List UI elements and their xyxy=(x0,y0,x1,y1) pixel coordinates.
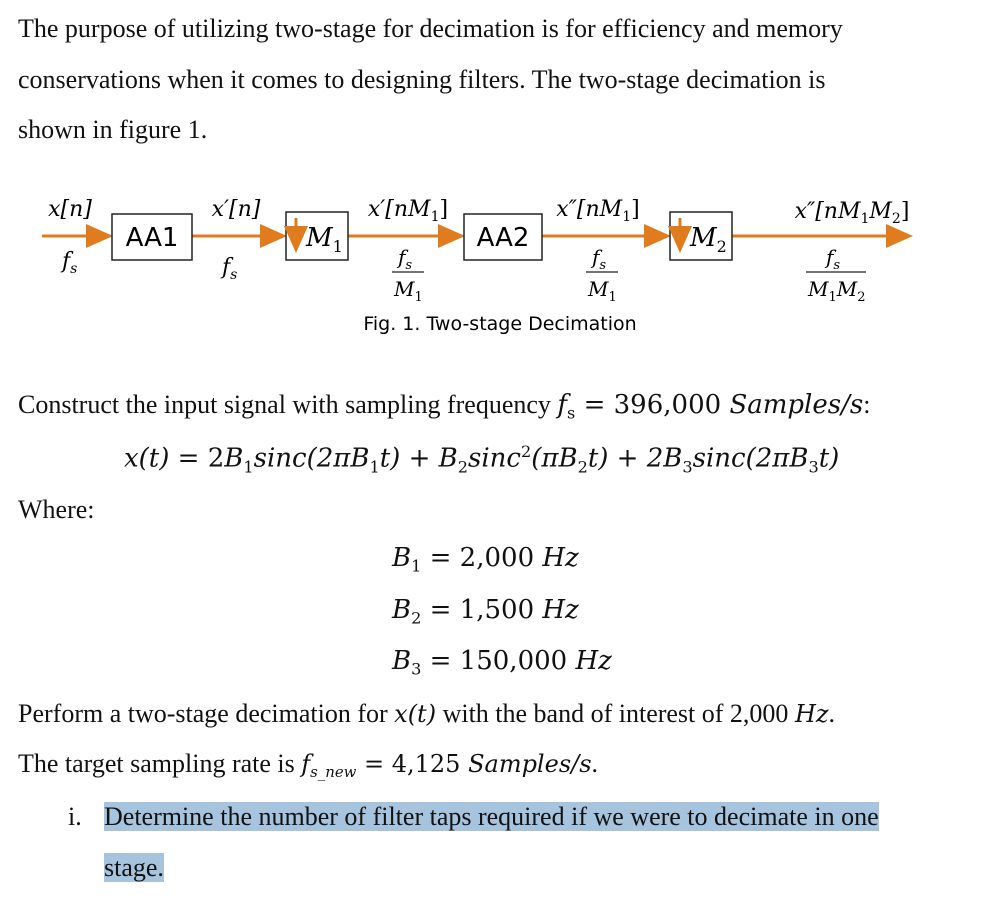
question-line-1 xyxy=(104,802,879,832)
intro-line-3: shown in figure 1. xyxy=(18,115,208,144)
where-label: Where: xyxy=(18,495,95,524)
b2-value: $B_2 = 1,500$ Hz xyxy=(392,595,579,628)
b3-value: $B_3 = 150,000$ Hz xyxy=(392,646,612,679)
signal-xp-n: x′[n] xyxy=(211,197,261,222)
rate-fs-aa1: $f_s$ xyxy=(222,255,238,283)
construct-text: Construct the input signal with sampling frequency xyxy=(18,390,558,419)
question-number: i. xyxy=(68,802,82,831)
signal-xpp-nM1: $x''[nM_1]$ xyxy=(556,197,640,225)
intro-line-2: conservations when it comes to designing filters. The two-stage decimation is xyxy=(18,65,826,94)
construct-colon: : xyxy=(863,390,871,419)
construct-fs: $f_s$ xyxy=(557,390,576,423)
construct-value: = 396,000 xyxy=(575,390,730,420)
m2-label: $M_2$ xyxy=(690,223,727,256)
construct-line xyxy=(18,390,870,423)
signal-xp-nM1: $x'[nM_1]$ xyxy=(367,197,449,225)
perform-line: Perform a two-stage decimation for x(t) with the band of interest of 2,000 Hz. xyxy=(18,699,836,728)
signal-xpp-nM1M2: $x''[nM_1M_2]$ xyxy=(794,199,910,227)
rate-fs-out-num: $f_s$ xyxy=(826,245,841,273)
aa1-label: AA1 xyxy=(125,223,179,253)
rate-fs-m1-den: $M_1$ xyxy=(394,277,423,305)
signal-x-n: x[n] xyxy=(48,197,92,222)
rate-fs-out-den: $M_1M_2$ xyxy=(808,277,866,305)
figure-caption: Fig. 1. Two-stage Decimation xyxy=(363,313,637,335)
construct-unit: Samples/s xyxy=(729,390,864,420)
rate-fs-input: $f_s$ xyxy=(62,249,78,277)
rate-fs-m1-num: $f_s$ xyxy=(398,245,413,273)
aa2-label: AA2 xyxy=(476,223,530,253)
question-line-2 xyxy=(104,853,164,883)
intro-line-1: The purpose of utilizing two-stage for decimation is for efficiency and memory xyxy=(18,14,843,43)
decimation-diagram xyxy=(0,188,994,338)
rate-fs-aa2-den: $M_1$ xyxy=(588,277,617,305)
target-line: The target sampling rate is $f_{s\_new} = 4,125$ Samples/s. xyxy=(18,749,599,782)
rate-fs-aa2-num: $f_s$ xyxy=(592,245,607,273)
signal-formula: $x(t) = 2B_1\sin c(2\pi B_1t) + B_2\sin c^2(\pi B_2t) + 2B_3\sin c(2\pi B_3t)$ xyxy=(124,442,840,477)
m1-label: $M_1$ xyxy=(306,223,343,256)
b1-value: $B_1 = 2,000$ Hz xyxy=(392,543,579,576)
question-highlight-2: stage. xyxy=(104,853,164,882)
question-highlight-1: Determine the number of filter taps required if we were to decimate in one xyxy=(104,802,879,831)
